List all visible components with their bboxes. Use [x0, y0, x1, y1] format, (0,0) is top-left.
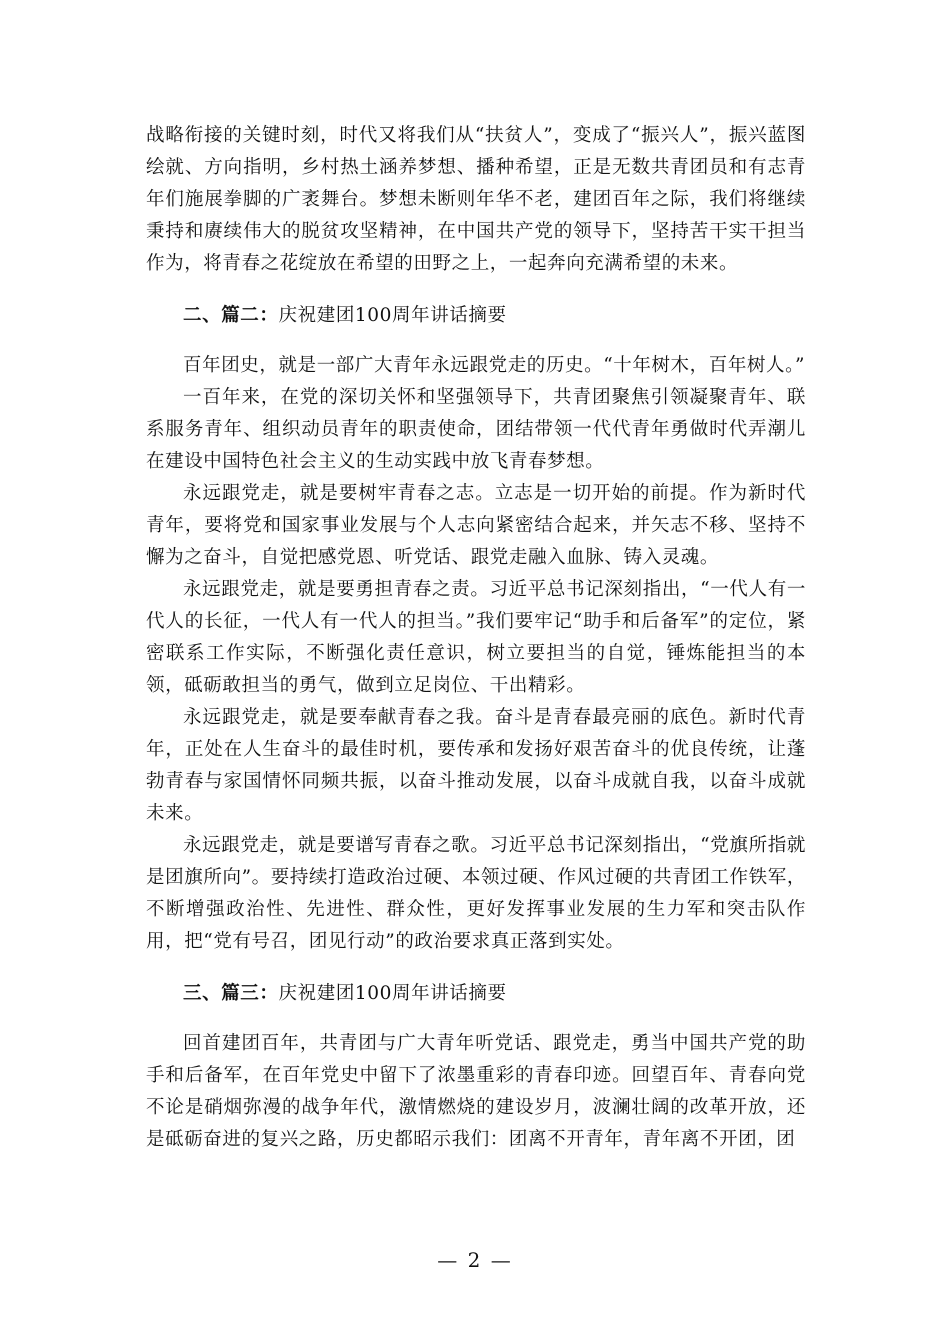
section2-heading-prefix: 二、篇二：	[183, 305, 279, 326]
section3-paragraph: 回首建团百年，共青团与广大青年听党话、跟党走，勇当中国共产党的助手和后备军，在百年党史中留下了浓墨重彩的青春印迹。回望百年、青春向党不论是硝烟弥漫的战争年代，激情燃烧的建设岁月，波澜壮阔的改革开放，还是砥砺奋进的复兴之路，历史都昭示我们：团离不开青年，青年离不开团，团	[146, 1033, 806, 1150]
section3-heading	[146, 978, 806, 1010]
section2-paragraph: 一百年来，在党的深切关怀和坚强领导下，共青团聚焦引领凝聚青年、联系服务青年、组织动员青年的职责使命，团结带领一代代青年勇做时代弄潮儿在建设中国特色社会主义的生动实践中放飞青春梦想。	[146, 387, 806, 472]
section2-paragraph: 百年团史，就是一部广大青年永远跟党走的历史。“十年树木，百年树人。”	[183, 355, 806, 376]
section2-heading	[146, 300, 806, 332]
section3-heading-prefix: 三、篇三：	[183, 983, 279, 1004]
intro-paragraph: 战略衔接的关键时刻，时代又将我们从“扶贫人”，变成了“振兴人”，振兴蓝图绘就、方向指明，乡村热土涵养梦想、播种希望，正是无数共青团员和有志青年们施展拳脚的广袤舞台。梦想未断则年华不老，建团百年之际，我们将继续秉持和赓续伟大的脱贫攻坚精神，在中国共产党的领导下，坚持苦干实干担当作为，将青春之花绽放在希望的田野之上，一起奔向充满希望的未来。	[146, 125, 806, 274]
document-page	[146, 120, 806, 1156]
section2-paragraph: 永远跟党走，就是要勇担青春之责。习近平总书记深刻指出，“一代人有一代人的长征，一代人有一代人的担当。”我们要牢记“助手和后备军”的定位，紧密联系工作实际，不断强化责任意识，树立要担当的自觉，锤炼能担当的本领，砥砺敢担当的勇气，做到立足岗位、干出精彩。	[146, 579, 806, 696]
section3-heading-title: 庆祝建团100周年讲话摘要	[278, 983, 507, 1004]
section2-paragraph: 永远跟党走，就是要谱写青春之歌。习近平总书记深刻指出，“党旗所指就是团旗所向”。要持续打造政治过硬、本领过硬、作风过硬的共青团工作铁军，不断增强政治性、先进性、群众性，更好发挥事业发展的生力军和突击队作用，把“党有号召，团见行动”的政治要求真正落到实处。	[146, 835, 806, 952]
section2-heading-title: 庆祝建团100周年讲话摘要	[278, 305, 507, 326]
section2-paragraph: 永远跟党走，就是要树牢青春之志。立志是一切开始的前提。作为新时代青年，要将党和国家事业发展与个人志向紧密结合起来，并矢志不移、坚持不懈为之奋斗，自觉把感党恩、听党话、跟党走融入血脉、铸入灵魂。	[146, 483, 806, 568]
section2-paragraph: 永远跟党走，就是要奉献青春之我。奋斗是青春最亮丽的底色。新时代青年，正处在人生奋斗的最佳时机，要传承和发扬好艰苦奋斗的优良传统，让蓬勃青春与家国情怀同频共振，以奋斗推动发展，以奋斗成就自我，以奋斗成就未来。	[146, 707, 806, 824]
page-number: — 2 —	[437, 1248, 513, 1272]
